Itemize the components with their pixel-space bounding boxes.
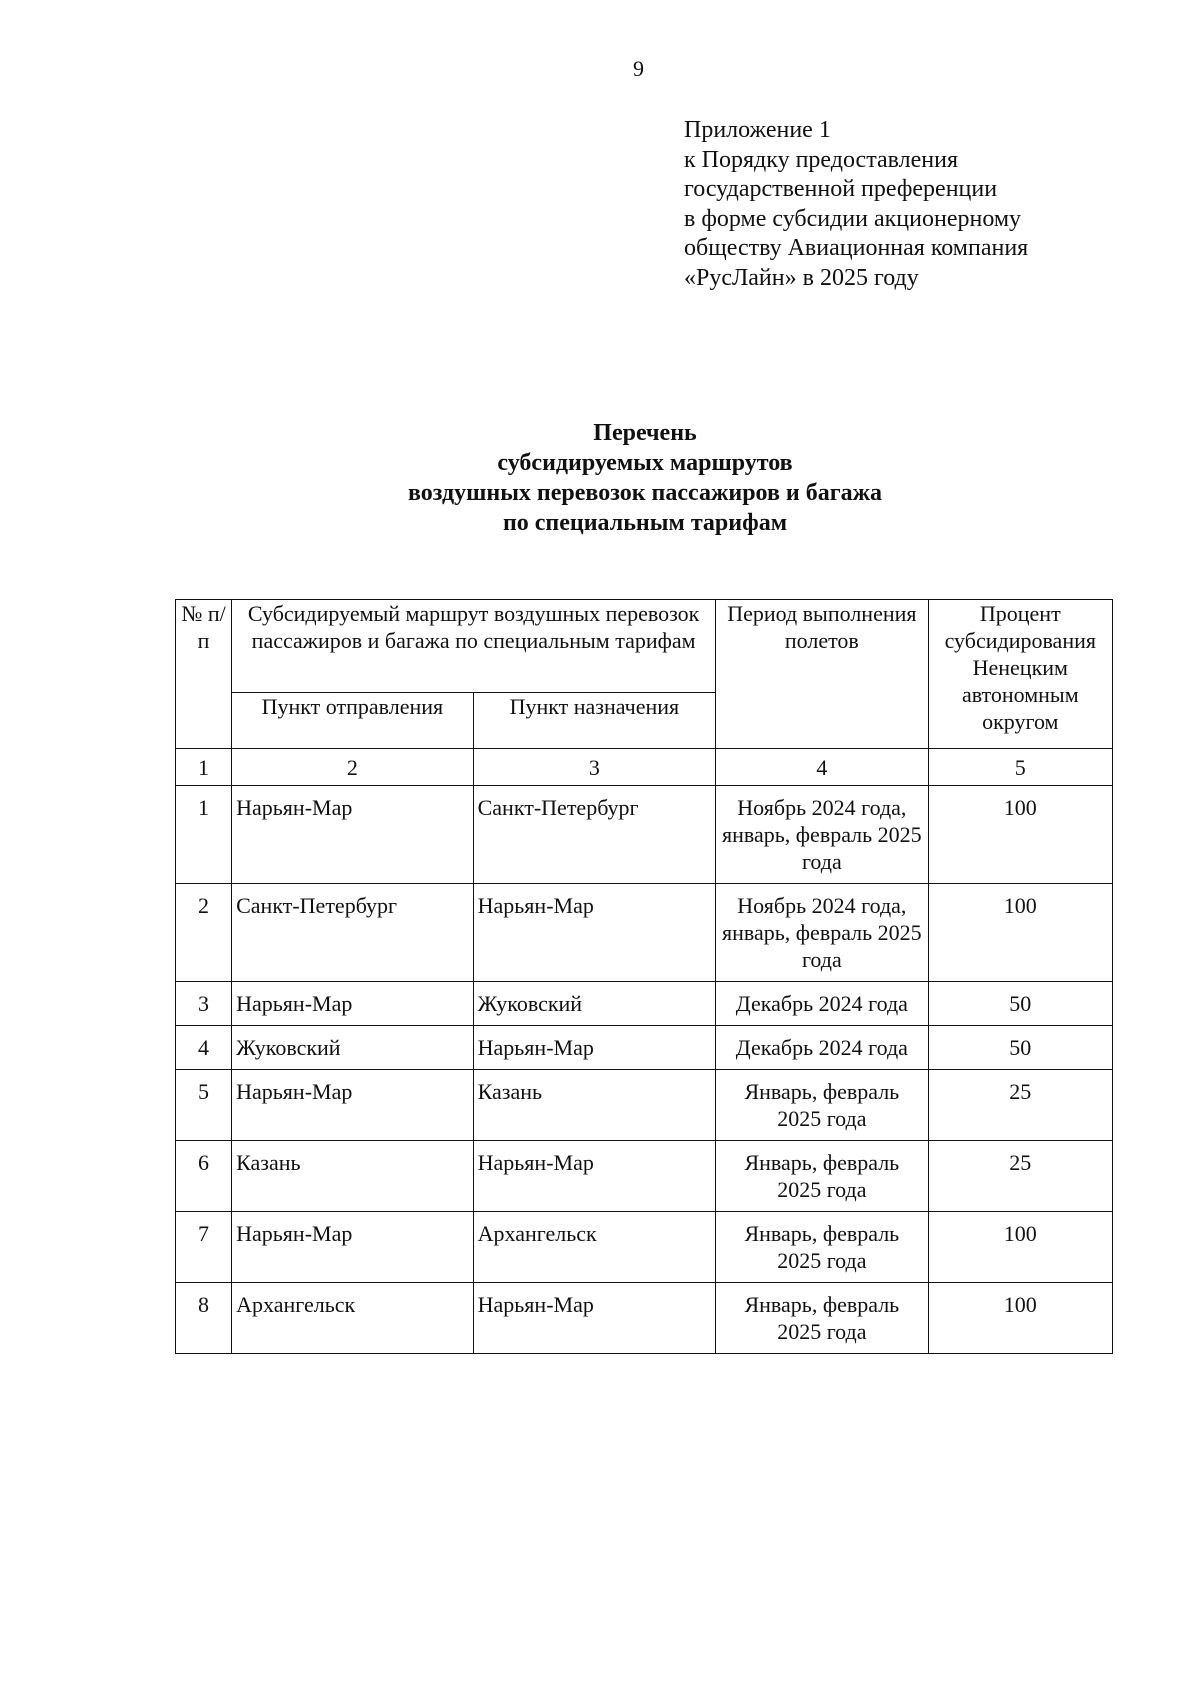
header-period: Период выполнения полетов [716,600,928,749]
row-period: Январь, февраль 2025 года [716,1283,928,1354]
header-arrival: Пункт назначения [473,693,716,749]
appendix-line: «РусЛайн» в 2025 году [684,264,919,291]
title-line: по специальным тарифам [502,510,788,536]
page-number: 9 [633,56,644,81]
table-row [176,1070,1113,1141]
row-period: Январь, февраль 2025 года [716,1070,928,1141]
row-num: 7 [176,1212,232,1283]
appendix-line: обществу Авиационная компания [684,235,1029,261]
column-index: 3 [473,749,716,786]
table-row [176,786,1113,884]
row-percent: 50 [928,982,1112,1026]
row-departure: Нарьян-Мар [232,1070,474,1141]
table-row [176,982,1113,1026]
row-period: Ноябрь 2024 года, январь, февраль 2025 года [716,884,928,982]
header-percent: Процент субсидирования Ненецким автономным округом [928,600,1112,749]
row-period: Январь, февраль 2025 года [716,1212,928,1283]
row-arrival: Казань [473,1070,716,1141]
title-line: Перечень [593,420,697,446]
column-index: 4 [716,749,928,786]
row-num: 2 [176,884,232,982]
row-num: 8 [176,1283,232,1354]
row-percent: 100 [928,1283,1112,1354]
column-index-row [176,749,1113,786]
column-index: 5 [928,749,1112,786]
table-row [176,1026,1113,1070]
row-num: 4 [176,1026,232,1070]
row-percent: 25 [928,1070,1112,1141]
row-num: 5 [176,1070,232,1141]
row-departure: Нарьян-Мар [232,786,474,884]
document-title [0,418,1200,538]
row-arrival: Санкт-Петербург [473,786,716,884]
row-period: Ноябрь 2024 года, январь, февраль 2025 года [716,786,928,884]
row-period: Январь, февраль 2025 года [716,1141,928,1212]
table-row [176,1141,1113,1212]
appendix-line: в форме субсидии акционерному [684,205,1022,232]
row-arrival: Нарьян-Мар [473,1026,716,1070]
header-route: Субсидируемый маршрут воздушных перевозок пассажиров и багажа по специальным тарифам [232,600,716,693]
appendix-note [684,116,1164,293]
row-percent: 50 [928,1026,1112,1070]
row-num: 3 [176,982,232,1026]
row-num: 6 [176,1141,232,1212]
title-line: субсидируемых маршрутов [497,450,793,476]
row-arrival: Нарьян-Мар [473,1141,716,1212]
row-departure: Нарьян-Мар [232,1212,474,1283]
table-row [176,884,1113,982]
row-arrival: Нарьян-Мар [473,884,716,982]
row-arrival: Архангельск [473,1212,716,1283]
row-period: Декабрь 2024 года [716,982,928,1026]
appendix-line: Приложение 1 [684,117,831,143]
column-index: 2 [232,749,474,786]
header-departure: Пункт отправления [232,693,474,749]
row-departure: Санкт-Петербург [232,884,474,982]
appendix-line: государственной преференции [684,176,998,202]
title-line: воздушных перевозок пассажиров и багажа [407,480,883,506]
column-index: 1 [176,749,232,786]
row-departure: Нарьян-Мар [232,982,474,1026]
row-departure: Архангельск [232,1283,474,1354]
row-arrival: Жуковский [473,982,716,1026]
table-row [176,1283,1113,1354]
row-percent: 100 [928,1212,1112,1283]
row-arrival: Нарьян-Мар [473,1283,716,1354]
row-departure: Казань [232,1141,474,1212]
row-departure: Жуковский [232,1026,474,1070]
row-period: Декабрь 2024 года [716,1026,928,1070]
row-num: 1 [176,786,232,884]
header-num: № п/п [176,600,232,749]
row-percent: 25 [928,1141,1112,1212]
table-row [176,1212,1113,1283]
appendix-line: к Порядку предоставления [684,146,959,173]
routes-table [175,599,1113,1354]
row-percent: 100 [928,786,1112,884]
row-percent: 100 [928,884,1112,982]
